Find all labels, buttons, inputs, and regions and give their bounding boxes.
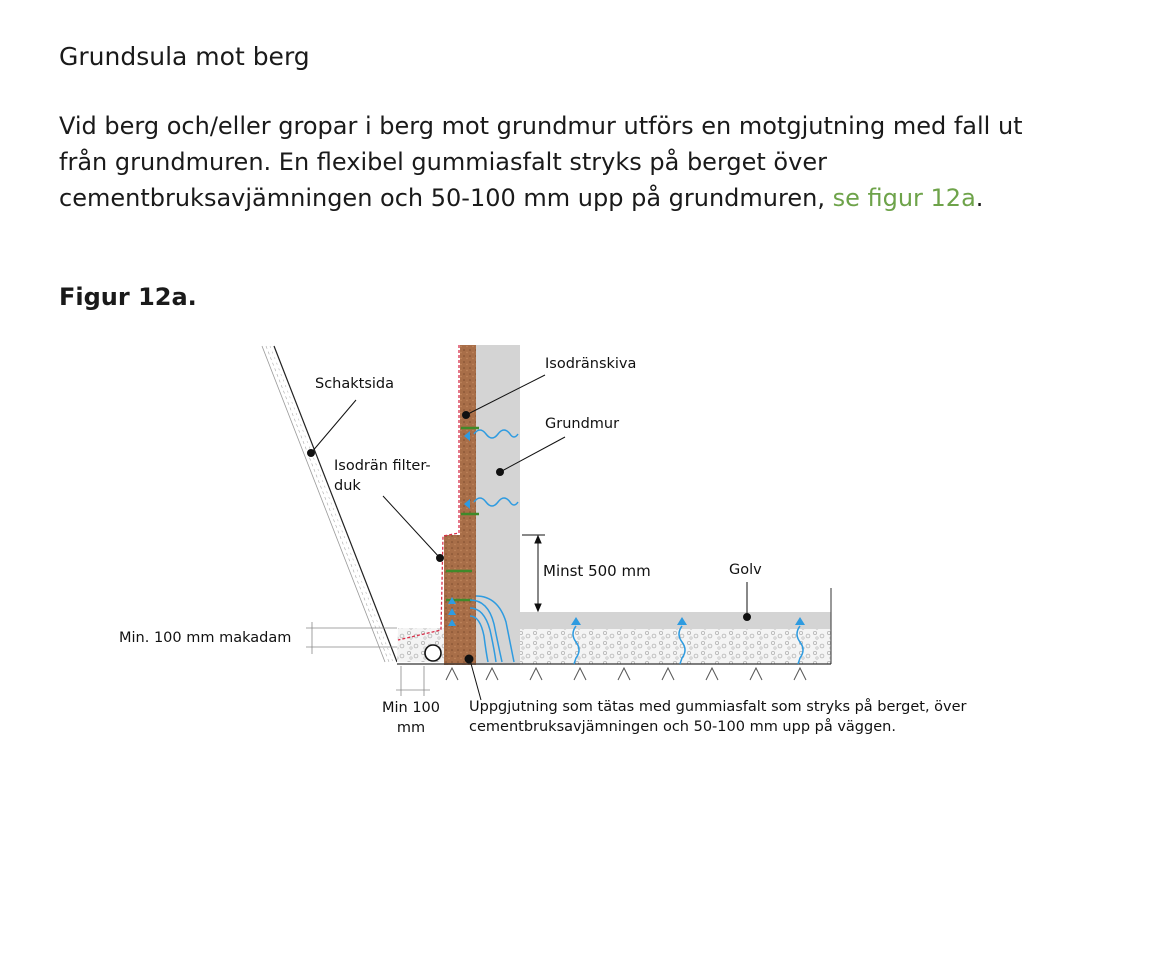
label-golv: Golv (729, 562, 762, 578)
rock-face (262, 346, 397, 662)
page-heading: Grundsula mot berg (59, 42, 310, 71)
label-isodranskiva: Isodränskiva (545, 356, 637, 372)
foundation-diagram (0, 330, 1170, 750)
ground-ticks (446, 668, 806, 680)
label-uppgjutning-1: Uppgjutning som tätas med gummiasfalt som stryks på berget, över (469, 699, 967, 715)
label-filterduk-2: duk (334, 478, 361, 494)
floor-slab (520, 612, 831, 629)
label-uppgjutning-2: cementbruksavjämningen och 50-100 mm upp på väggen. (469, 719, 896, 735)
label-makadam: Min. 100 mm makadam (119, 630, 292, 646)
drain-pipe (425, 645, 441, 661)
label-min100-2: mm (396, 720, 426, 736)
label-minst-500: Minst 500 mm (543, 562, 651, 580)
dimension-min100 (396, 666, 430, 696)
label-grundmur: Grundmur (545, 416, 620, 432)
paragraph-text: Vid berg och/eller gropar i berg mot grundmur utförs en motgjutning med fall ut från grundmuren. En flexibel gummiasfalt stryks på berget över cementbruksavjämningen och 50-100 mm upp på grundmuren, (59, 112, 1023, 212)
body-paragraph (59, 108, 1059, 216)
label-min100-1: Min 100 (381, 700, 441, 716)
figure-title: Figur 12a. (59, 283, 197, 311)
gravel-fill (476, 628, 831, 664)
paragraph-end: . (975, 184, 984, 212)
label-schaktsida: Schaktsida (315, 376, 395, 392)
dimension-500 (522, 535, 545, 611)
figure-link[interactable]: se figur 12a (832, 184, 976, 212)
label-filterduk-1: Isodrän filter- (334, 458, 431, 474)
